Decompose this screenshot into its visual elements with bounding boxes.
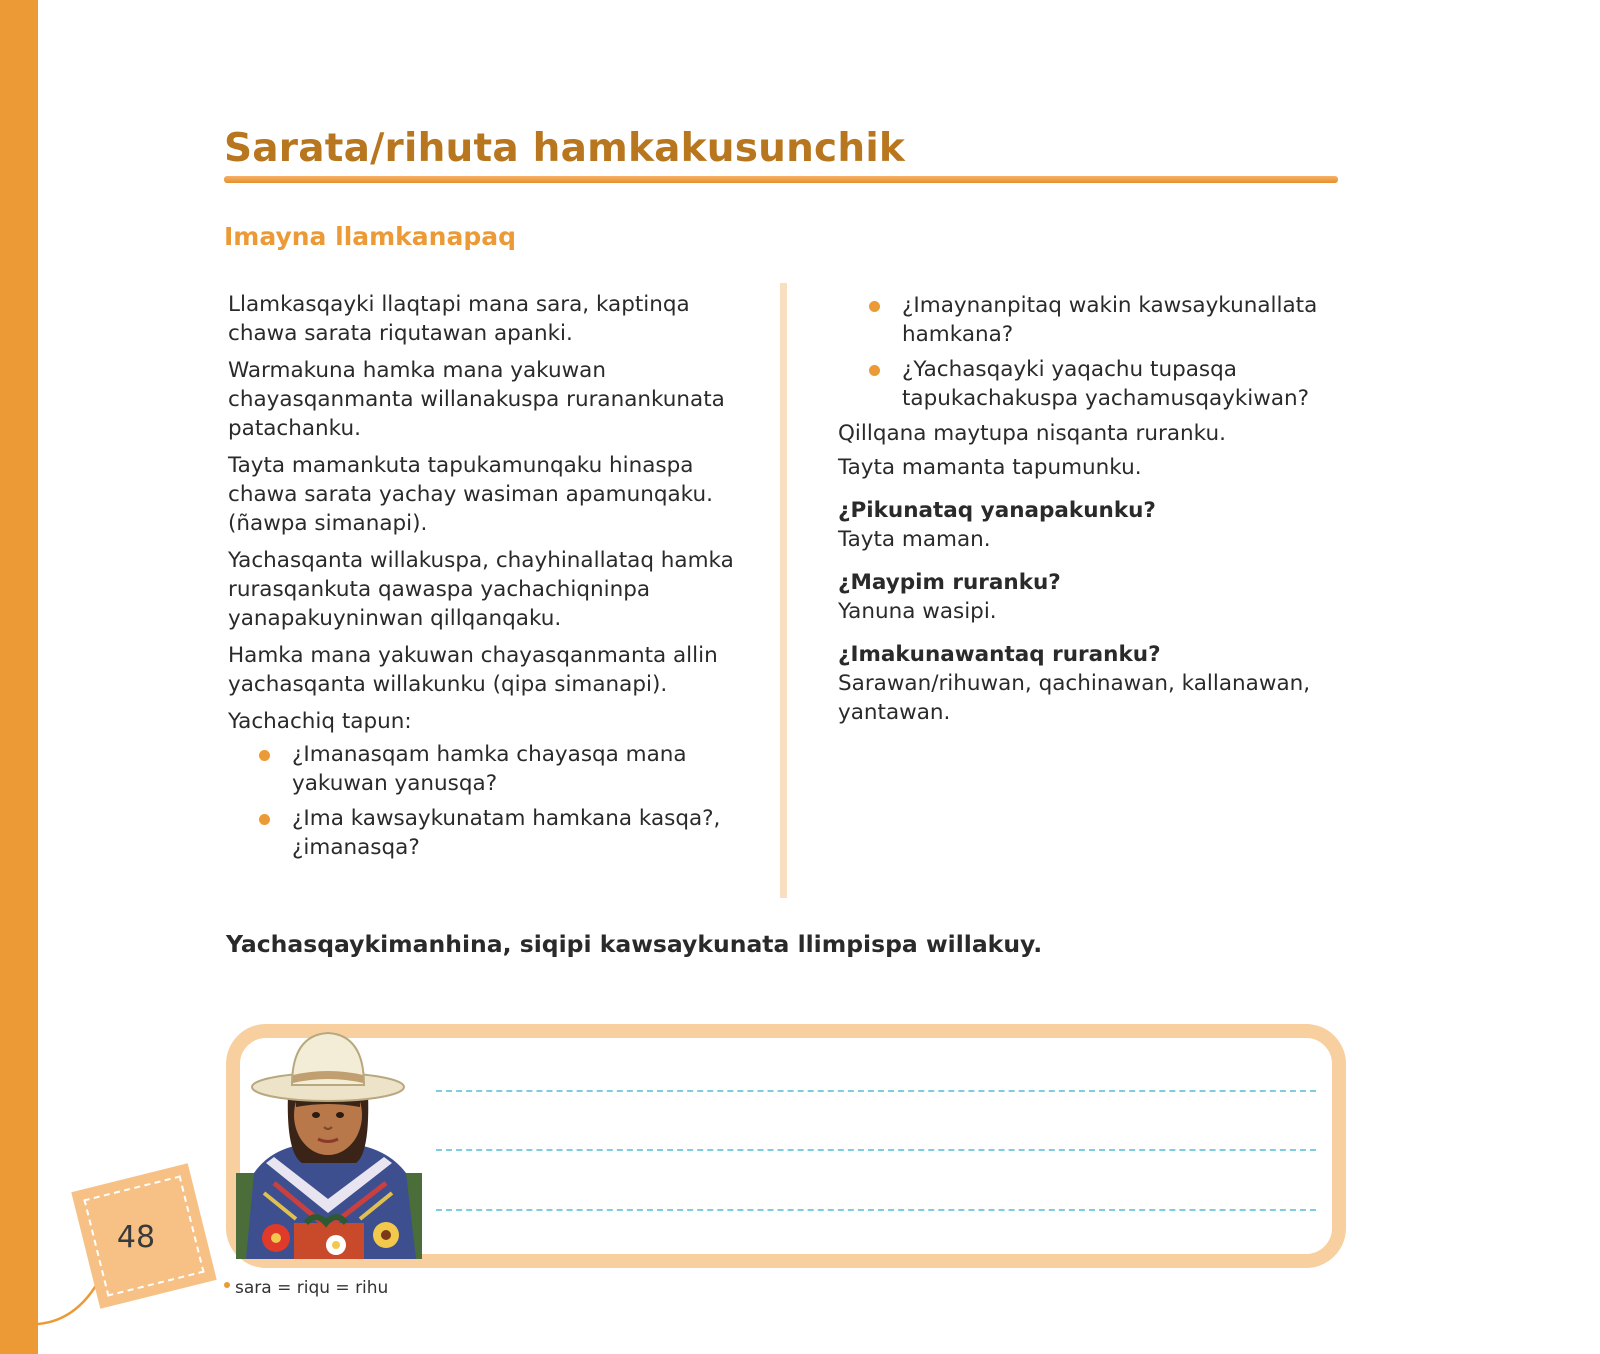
paragraph: Yachasqanta willakuspa, chayhinallataq hamka rurasqankuta qawaspa yachachiqninpa yanapakuyninwan qillqanqaku.	[228, 548, 734, 631]
title-underline	[224, 176, 1338, 183]
answer-text: Tayta maman.	[838, 527, 991, 552]
left-column	[228, 290, 748, 868]
bullet-icon	[259, 750, 270, 761]
bullet-icon	[869, 365, 880, 376]
question-heading: ¿Imakunawantaq ruranku?	[838, 642, 1161, 667]
list-item	[838, 355, 1338, 413]
writing-line[interactable]	[436, 1149, 1316, 1151]
activity-prompt: Yachasqaykimanhina, siqipi kawsaykunata llimpispa willakuy.	[226, 930, 1043, 958]
question-heading: ¿Pikunataq yanapakunku?	[838, 498, 1156, 523]
girl-illustration	[236, 1023, 422, 1259]
bullet-icon	[869, 301, 880, 312]
column-divider	[780, 283, 787, 898]
bullet-icon	[259, 814, 270, 825]
answer-text: Yanuna wasipi.	[838, 599, 997, 624]
paragraph: Warmakuna hamka mana yakuwan chayasqanmanta willanakuspa ruranankunata patachanku.	[228, 358, 725, 441]
right-column	[838, 291, 1338, 741]
footnote-text: sara = riqu = rihu	[235, 1278, 389, 1298]
writing-line[interactable]	[436, 1090, 1316, 1092]
bullet-icon	[224, 1282, 230, 1288]
question-heading: ¿Maypim ruranku?	[838, 570, 1061, 595]
paragraph: Tayta mamankuta tapukamunqaku hinaspa chawa sarata yachay wasiman apamunqaku. (ñawpa simanapi).	[228, 453, 713, 536]
list-item-text: ¿Yachasqayki yaqachu tupasqa tapukachakuspa yachamusqaykiwan?	[902, 357, 1310, 411]
paragraph: Yachachiq tapun:	[228, 709, 412, 734]
paragraph: Hamka mana yakuwan chayasqanmanta allin yachasqanta willakunku (qipa simanapi).	[228, 643, 718, 697]
list-item-text: ¿Imaynanpitaq wakin kawsaykunallata hamkana?	[902, 293, 1318, 347]
footnote	[224, 1278, 388, 1298]
paragraph: Qillqana maytupa nisqanta ruranku.	[838, 421, 1226, 446]
section-subtitle: Imayna llamkanapaq	[224, 222, 517, 251]
answer-text: Sarawan/rihuwan, qachinawan, kallanawan, yantawan.	[838, 671, 1311, 725]
list-item	[838, 291, 1338, 349]
question-list	[228, 740, 748, 862]
page-title: Sarata/rihuta hamkakusunchik	[224, 126, 906, 171]
paragraph: Tayta mamanta tapumunku.	[838, 455, 1142, 480]
list-item-text: ¿Ima kawsaykunatam hamkana kasqa?, ¿imanasqa?	[292, 806, 721, 860]
writing-line[interactable]	[436, 1209, 1316, 1211]
page-number: 48	[116, 1220, 156, 1255]
orange-side-bar	[0, 0, 38, 1354]
list-item-text: ¿Imanasqam hamka chayasqa mana yakuwan yanusqa?	[292, 742, 687, 796]
list-item	[228, 804, 748, 862]
question-list	[838, 291, 1338, 413]
paragraph: Llamkasqayki llaqtapi mana sara, kaptinqa chawa sarata riqutawan apanki.	[228, 292, 690, 346]
list-item	[228, 740, 748, 798]
